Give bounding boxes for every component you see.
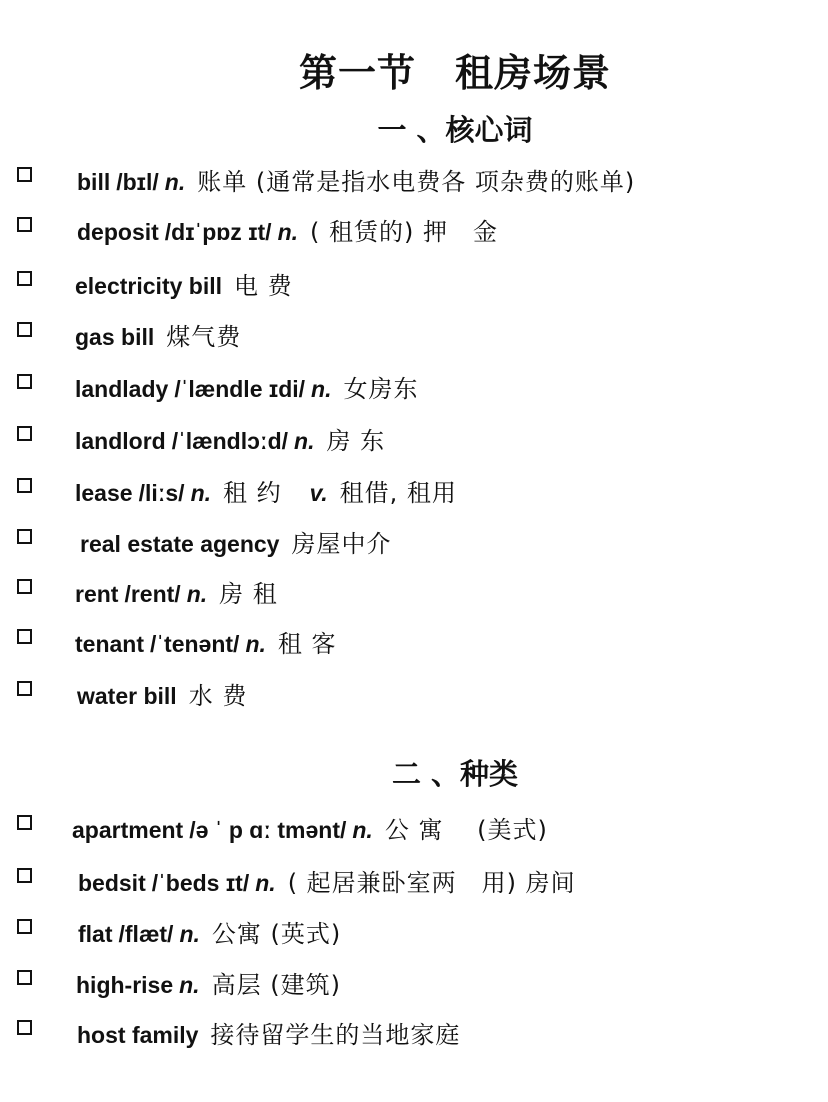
vocab-meaning: 接待留学生的当地家庭 [210,1021,461,1049]
vocab-meaning: 煤气费 [166,323,242,351]
vocab-item [0,166,828,200]
page-title: 第一节 租房场景 [298,51,611,95]
vocab-meaning: 租 约 [223,479,282,507]
vocab-part-of-speech: n. [186,581,208,607]
checkbox[interactable] [17,271,32,286]
vocab-word: landlady [75,376,169,402]
vocab-meaning: 高层 (建筑) [211,971,341,999]
vocab-word: landlord [75,428,166,454]
vocab-meaning: ( 租赁的) 押 金 [310,218,498,246]
vocab-item [0,918,828,952]
vocab-part-of-speech: n. [179,972,200,998]
vocab-word: bedsit [78,870,146,896]
vocab-part-of-speech: n. [277,219,299,245]
vocab-item [0,578,828,612]
vocab-pronunciation: /liːs/ [138,480,185,506]
vocab-word: tenant [75,631,144,657]
vocab-part-of-speech-secondary: v. [309,480,328,506]
vocab-word: real estate agency [80,531,280,557]
checkbox[interactable] [17,478,32,493]
vocab-item [0,1019,828,1053]
checkbox[interactable] [17,868,32,883]
vocab-word: flat [78,921,113,947]
checkbox[interactable] [17,970,32,985]
checkbox[interactable] [17,529,32,544]
vocab-item [0,528,828,562]
vocab-part-of-speech: n. [352,817,373,843]
checkbox[interactable] [17,681,32,696]
vocab-meaning: 电 费 [234,272,293,300]
vocab-meaning: 水 费 [188,682,248,710]
vocab-meaning-secondary: 租借, 租用 [339,479,457,507]
vocab-item [0,425,828,459]
vocab-meaning: 房 东 [326,427,386,455]
vocab-item [0,969,828,1003]
checkbox[interactable] [17,426,32,441]
vocab-word: host family [77,1022,199,1048]
vocab-word: deposit [77,219,159,245]
vocab-meaning: 房屋中介 [291,530,392,558]
vocab-part-of-speech: n. [311,376,332,402]
vocab-pronunciation: /ˈtenənt/ [150,631,240,657]
vocab-word: electricity bill [75,273,223,299]
vocab-meaning: 公寓 (英式) [211,920,342,948]
checkbox[interactable] [17,629,32,644]
vocab-pronunciation: /ˈlændlɔːd/ [171,428,289,454]
vocab-part-of-speech: n. [190,480,212,506]
checkbox[interactable] [17,1020,32,1035]
vocab-pronunciation: /bɪl/ [116,169,159,195]
vocab-word: gas bill [75,324,155,350]
vocab-word: high-rise [76,972,174,998]
vocab-word: water bill [77,683,177,709]
vocab-meaning: 租 客 [277,630,337,658]
checkbox[interactable] [17,815,32,830]
checkbox[interactable] [17,919,32,934]
checkbox[interactable] [17,167,32,182]
vocab-part-of-speech: n. [294,428,315,454]
vocab-meaning: 账单 (通常是指水电费各 项杂费的账单) [197,168,636,196]
vocab-word: lease [75,480,133,506]
vocab-pronunciation: /rent/ [124,581,181,607]
vocab-word: apartment [72,817,184,843]
vocab-item [0,216,828,250]
checkbox[interactable] [17,579,32,594]
vocab-part-of-speech: n. [255,870,276,896]
vocab-part-of-speech: n. [179,921,200,947]
vocab-pronunciation: /ˈbeds ɪt/ [151,870,250,896]
section-heading-types: 二 、种类 [391,757,519,791]
checkbox[interactable] [17,374,32,389]
vocab-item [0,680,828,714]
checkbox[interactable] [17,217,32,232]
vocab-item [0,867,828,901]
vocab-item [0,270,828,304]
vocab-pronunciation: /flæt/ [118,921,174,947]
vocab-item [0,477,828,511]
vocab-part-of-speech: n. [245,631,266,657]
vocab-meaning: 公 寓 (美式) [384,816,548,844]
vocab-item [0,628,828,662]
checkbox[interactable] [17,322,32,337]
vocab-pronunciation: /ˈlændle ɪdi/ [174,376,306,402]
section-heading-core-words: 一 、核心词 [377,113,533,147]
vocab-item [0,373,828,407]
vocab-part-of-speech: n. [164,169,186,195]
vocab-meaning: 房 租 [219,580,278,608]
vocab-item [0,321,828,355]
vocab-word: rent [75,581,119,607]
vocab-pronunciation: /dɪˈpɒz ɪt/ [164,219,272,245]
vocab-word: bill [77,169,111,195]
vocab-item [0,814,828,848]
vocab-pronunciation: /ə ˈ p ɑː tmənt/ [189,817,347,843]
vocab-meaning: 女房东 [343,375,419,403]
vocab-meaning: ( 起居兼卧室两 用) 房间 [287,869,576,897]
